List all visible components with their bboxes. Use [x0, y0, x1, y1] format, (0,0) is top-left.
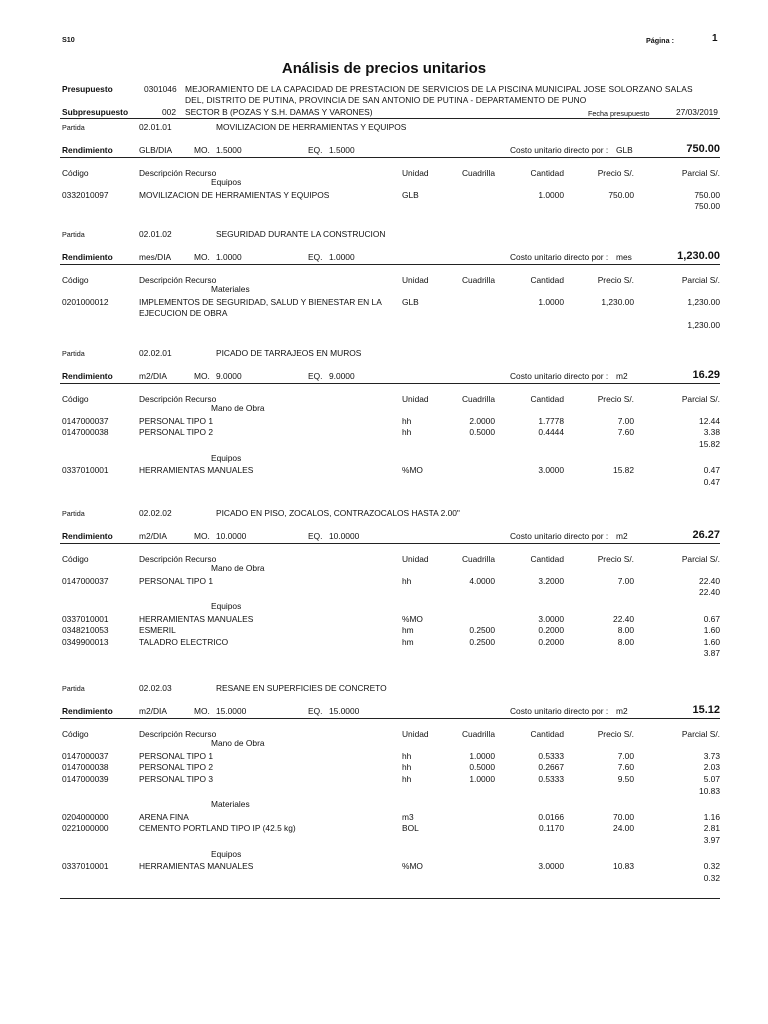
row-parcial: 2.81 — [703, 823, 720, 834]
row-description: HERRAMIENTAS MANUALES — [139, 613, 254, 624]
presupuesto-desc-line-2: DEL, DISTRITO DE PUTINA, PROVINCIA DE SAN ANTONIO DE PUTINA - DEPARTAMENTO DE PUNO — [185, 95, 587, 105]
costo-unit: m2 — [616, 530, 628, 541]
partida-total: 26.27 — [692, 528, 720, 541]
subpresupuesto-label: Subpresupuesto — [62, 107, 129, 117]
group-subtotal: 750.00 — [694, 201, 720, 212]
row-parcial: 0.67 — [703, 613, 720, 624]
partida-label: Partida — [62, 509, 85, 518]
group-subtotal: 22.40 — [699, 587, 720, 598]
row-description: PERSONAL TIPO 1 — [139, 415, 214, 426]
header-codigo: Código — [62, 274, 89, 285]
partida-name: RESANE EN SUPERFICIES DE CONCRETO — [216, 683, 387, 693]
row-precio: 15.82 — [613, 465, 634, 476]
group-subtotal: 0.32 — [703, 872, 720, 883]
header-unidad: Unidad — [402, 728, 429, 739]
row-parcial: 3.73 — [703, 750, 720, 761]
row-cuadrilla: 0.2500 — [469, 636, 495, 647]
row-unidad: %MO — [402, 613, 423, 624]
header-parcial: Parcial S/. — [681, 553, 720, 564]
row-description: ARENA FINA — [139, 811, 189, 822]
row-precio: 70.00 — [613, 811, 634, 822]
rendimiento-label: Rendimiento — [62, 705, 113, 716]
row-code: 0337010001 — [62, 613, 109, 624]
row-precio: 22.40 — [613, 613, 634, 624]
partida-total: 16.29 — [692, 368, 720, 381]
header-precio: Precio S/. — [597, 553, 634, 564]
row-parcial: 0.32 — [703, 861, 720, 872]
header-descripcion: Descripción Recurso — [139, 728, 217, 739]
row-parcial: 22.40 — [699, 575, 720, 586]
row-precio: 7.00 — [617, 750, 634, 761]
row-unidad: hh — [402, 415, 412, 426]
row-code: 0147000039 — [62, 773, 109, 784]
costo-label: Costo unitario directo por : — [510, 251, 609, 262]
group-label: Mano de Obra — [211, 563, 265, 574]
subpresupuesto-code: 002 — [162, 107, 176, 117]
partida-code: 02.02.03 — [139, 683, 172, 693]
row-cuadrilla: 1.0000 — [469, 750, 495, 761]
row-cantidad: 0.0166 — [538, 811, 564, 822]
row-description: HERRAMIENTAS MANUALES — [139, 861, 254, 872]
row-unidad: GLB — [402, 296, 419, 307]
eq-value: 10.0000 — [329, 530, 360, 541]
header-descripcion: Descripción Recurso — [139, 553, 217, 564]
row-code: 0147000038 — [62, 427, 109, 438]
row-precio: 750.00 — [608, 189, 634, 200]
header-cantidad: Cantidad — [530, 274, 564, 285]
eq-label: EQ. — [308, 705, 323, 716]
row-cantidad: 0.5333 — [538, 750, 564, 761]
row-unidad: BOL — [402, 823, 419, 834]
row-cuadrilla: 0.2500 — [469, 625, 495, 636]
header-cuadrilla: Cuadrilla — [461, 393, 495, 404]
row-unidad: hh — [402, 750, 412, 761]
row-unidad: hh — [402, 575, 412, 586]
row-description: PERSONAL TIPO 1 — [139, 575, 214, 586]
header-descripcion: Descripción Recurso — [139, 274, 217, 285]
partida-name: PICADO DE TARRAJEOS EN MUROS — [216, 348, 362, 358]
row-cuadrilla: 2.0000 — [469, 415, 495, 426]
group-label: Equipos — [211, 177, 242, 188]
header-descripcion: Descripción Recurso — [139, 167, 217, 178]
row-description: PERSONAL TIPO 3 — [139, 773, 214, 784]
header-codigo: Código — [62, 553, 89, 564]
row-code: 0337010001 — [62, 861, 109, 872]
header-precio: Precio S/. — [597, 167, 634, 178]
eq-value: 15.0000 — [329, 705, 360, 716]
presupuesto-desc-line-1: MEJORAMIENTO DE LA CAPACIDAD DE PRESTACION DE SERVICIOS DE LA PISCINA MUNICIPAL JOSE SOLORZANO SALAS — [185, 84, 693, 94]
costo-unit: GLB — [616, 144, 633, 155]
group-label: Equipos — [211, 600, 242, 611]
partida-code: 02.01.01 — [139, 122, 172, 132]
row-description: CEMENTO PORTLAND TIPO IP (42.5 kg) — [139, 823, 296, 834]
row-cantidad: 0.2000 — [538, 625, 564, 636]
rendimiento-label: Rendimiento — [62, 144, 113, 155]
rendimiento-value: m2/DIA — [139, 705, 167, 716]
group-label: Equipos — [211, 452, 242, 463]
row-cantidad: 1.0000 — [538, 296, 564, 307]
partida-label: Partida — [62, 349, 85, 358]
section-divider — [60, 264, 720, 265]
mo-label: MO. — [194, 251, 210, 262]
row-unidad: %MO — [402, 861, 423, 872]
costo-unit: m2 — [616, 705, 628, 716]
partida-label: Partida — [62, 684, 85, 693]
header-cantidad: Cantidad — [530, 393, 564, 404]
rendimiento-value: mes/DIA — [139, 251, 172, 262]
header-divider — [60, 118, 720, 119]
row-cantidad: 3.2000 — [538, 575, 564, 586]
row-cantidad: 0.5333 — [538, 773, 564, 784]
eq-value: 1.0000 — [329, 251, 355, 262]
row-precio: 7.00 — [617, 415, 634, 426]
eq-value: 1.5000 — [329, 144, 355, 155]
row-precio: 10.83 — [613, 861, 634, 872]
group-subtotal: 10.83 — [699, 785, 720, 796]
header-cuadrilla: Cuadrilla — [461, 274, 495, 285]
row-code: 0221000000 — [62, 823, 109, 834]
header-cuadrilla: Cuadrilla — [461, 553, 495, 564]
row-code: 0332010097 — [62, 189, 109, 200]
header-cantidad: Cantidad — [530, 167, 564, 178]
row-code: 0349900013 — [62, 636, 109, 647]
header-codigo: Código — [62, 167, 89, 178]
eq-value: 9.0000 — [329, 370, 355, 381]
row-unidad: hh — [402, 773, 412, 784]
page-number: 1 — [712, 33, 718, 44]
header-codigo: Código — [62, 393, 89, 404]
fecha-presupuesto: 27/03/2019 — [676, 107, 718, 117]
group-subtotal: 3.87 — [703, 648, 720, 659]
mo-label: MO. — [194, 530, 210, 541]
eq-label: EQ. — [308, 530, 323, 541]
group-subtotal: 15.82 — [699, 438, 720, 449]
row-code: 0337010001 — [62, 465, 109, 476]
row-description: PERSONAL TIPO 2 — [139, 427, 214, 438]
subpresupuesto-desc: SECTOR B (POZAS Y S.H. DAMAS Y VARONES) — [185, 107, 373, 117]
header-precio: Precio S/. — [597, 393, 634, 404]
row-code: 0204000000 — [62, 811, 109, 822]
partida-code: 02.02.02 — [139, 508, 172, 518]
group-subtotal: 1,230.00 — [687, 319, 720, 330]
header-cuadrilla: Cuadrilla — [461, 728, 495, 739]
header-parcial: Parcial S/. — [681, 728, 720, 739]
section-divider — [60, 898, 720, 899]
row-unidad: GLB — [402, 189, 419, 200]
presupuesto-label: Presupuesto — [62, 84, 113, 94]
header-parcial: Parcial S/. — [681, 274, 720, 285]
system-label: S10 — [62, 35, 75, 44]
group-label: Mano de Obra — [211, 738, 265, 749]
group-label: Equipos — [211, 848, 242, 859]
mo-value: 1.5000 — [216, 144, 242, 155]
row-cuadrilla: 0.5000 — [469, 762, 495, 773]
partida-name: SEGURIDAD DURANTE LA CONSTRUCION — [216, 229, 386, 239]
row-code: 0201000012 — [62, 296, 109, 307]
group-label: Materiales — [211, 284, 250, 295]
partida-total: 1,230.00 — [677, 249, 720, 262]
row-unidad: hm — [402, 625, 414, 636]
row-cuadrilla: 0.5000 — [469, 427, 495, 438]
row-unidad: hh — [402, 427, 412, 438]
row-unidad: m3 — [402, 811, 414, 822]
header-unidad: Unidad — [402, 553, 429, 564]
header-cantidad: Cantidad — [530, 553, 564, 564]
partida-code: 02.01.02 — [139, 229, 172, 239]
fecha-label: Fecha presupuesto — [588, 109, 650, 118]
group-subtotal: 0.47 — [703, 476, 720, 487]
mo-label: MO. — [194, 370, 210, 381]
rendimiento-value: GLB/DIA — [139, 144, 173, 155]
group-label: Materiales — [211, 799, 250, 810]
group-subtotal: 3.97 — [703, 834, 720, 845]
row-cantidad: 0.2667 — [538, 762, 564, 773]
row-description: EJECUCION DE OBRA — [139, 308, 228, 319]
row-cantidad: 3.0000 — [538, 465, 564, 476]
row-precio: 7.60 — [617, 762, 634, 773]
mo-value: 1.0000 — [216, 251, 242, 262]
header-unidad: Unidad — [402, 167, 429, 178]
row-parcial: 0.47 — [703, 465, 720, 476]
row-description: PERSONAL TIPO 1 — [139, 750, 214, 761]
row-parcial: 1.60 — [703, 636, 720, 647]
page-title: Análisis de precios unitarios — [281, 60, 487, 77]
row-precio: 8.00 — [617, 636, 634, 647]
partida-label: Partida — [62, 123, 85, 132]
eq-label: EQ. — [308, 251, 323, 262]
row-description: IMPLEMENTOS DE SEGURIDAD, SALUD Y BIENESTAR EN LA — [139, 296, 382, 307]
row-description: HERRAMIENTAS MANUALES — [139, 465, 254, 476]
row-cantidad: 1.7778 — [538, 415, 564, 426]
page-label: Página : — [646, 36, 674, 45]
partida-total: 15.12 — [692, 703, 720, 716]
row-unidad: hh — [402, 762, 412, 773]
row-precio: 7.60 — [617, 427, 634, 438]
presupuesto-code: 0301046 — [144, 84, 177, 94]
row-cantidad: 0.1170 — [539, 823, 564, 834]
rendimiento-label: Rendimiento — [62, 370, 113, 381]
row-cantidad: 3.0000 — [538, 613, 564, 624]
header-unidad: Unidad — [402, 274, 429, 285]
section-divider — [60, 157, 720, 158]
rendimiento-value: m2/DIA — [139, 530, 167, 541]
row-parcial: 3.38 — [703, 427, 720, 438]
row-parcial: 2.03 — [703, 762, 720, 773]
mo-value: 15.0000 — [216, 705, 247, 716]
mo-value: 10.0000 — [216, 530, 247, 541]
partida-name: PICADO EN PISO, ZOCALOS, CONTRAZOCALOS HASTA 2.00" — [216, 508, 460, 518]
row-parcial: 1.60 — [703, 625, 720, 636]
section-divider — [60, 383, 720, 384]
costo-label: Costo unitario directo por : — [510, 530, 609, 541]
costo-label: Costo unitario directo por : — [510, 370, 609, 381]
row-unidad: hm — [402, 636, 414, 647]
eq-label: EQ. — [308, 144, 323, 155]
row-code: 0147000037 — [62, 575, 109, 586]
row-description: ESMERIL — [139, 625, 176, 636]
partida-code: 02.02.01 — [139, 348, 172, 358]
costo-label: Costo unitario directo por : — [510, 144, 609, 155]
row-parcial: 5.07 — [703, 773, 720, 784]
row-parcial: 1.16 — [703, 811, 720, 822]
row-parcial: 1,230.00 — [687, 296, 720, 307]
row-code: 0348210053 — [62, 625, 109, 636]
header-parcial: Parcial S/. — [681, 393, 720, 404]
costo-unit: m2 — [616, 370, 628, 381]
header-precio: Precio S/. — [597, 274, 634, 285]
row-cantidad: 0.4444 — [538, 427, 564, 438]
row-cantidad: 1.0000 — [538, 189, 564, 200]
row-precio: 7.00 — [617, 575, 634, 586]
row-cantidad: 0.2000 — [538, 636, 564, 647]
rendimiento-value: m2/DIA — [139, 370, 167, 381]
row-parcial: 750.00 — [694, 189, 720, 200]
group-label: Mano de Obra — [211, 403, 265, 414]
section-divider — [60, 543, 720, 544]
mo-label: MO. — [194, 144, 210, 155]
header-descripcion: Descripción Recurso — [139, 393, 217, 404]
header-unidad: Unidad — [402, 393, 429, 404]
row-precio: 8.00 — [617, 625, 634, 636]
header-parcial: Parcial S/. — [681, 167, 720, 178]
row-cuadrilla: 4.0000 — [469, 575, 495, 586]
header-codigo: Código — [62, 728, 89, 739]
row-code: 0147000038 — [62, 762, 109, 773]
row-description: MOVILIZACION DE HERRAMIENTAS Y EQUIPOS — [139, 189, 330, 200]
partida-total: 750.00 — [686, 142, 720, 155]
rendimiento-label: Rendimiento — [62, 251, 113, 262]
row-precio: 24.00 — [613, 823, 634, 834]
mo-value: 9.0000 — [216, 370, 242, 381]
partida-label: Partida — [62, 230, 85, 239]
header-cuadrilla: Cuadrilla — [461, 167, 495, 178]
row-precio: 1,230.00 — [601, 296, 634, 307]
row-cantidad: 3.0000 — [538, 861, 564, 872]
header-precio: Precio S/. — [597, 728, 634, 739]
row-description: PERSONAL TIPO 2 — [139, 762, 214, 773]
partida-name: MOVILIZACION DE HERRAMIENTAS Y EQUIPOS — [216, 122, 407, 132]
row-description: TALADRO ELECTRICO — [139, 636, 229, 647]
row-code: 0147000037 — [62, 415, 109, 426]
header-cantidad: Cantidad — [530, 728, 564, 739]
section-divider — [60, 718, 720, 719]
mo-label: MO. — [194, 705, 210, 716]
costo-unit: mes — [616, 251, 632, 262]
costo-label: Costo unitario directo por : — [510, 705, 609, 716]
rendimiento-label: Rendimiento — [62, 530, 113, 541]
row-precio: 9.50 — [617, 773, 634, 784]
row-cuadrilla: 1.0000 — [469, 773, 495, 784]
eq-label: EQ. — [308, 370, 323, 381]
row-unidad: %MO — [402, 465, 423, 476]
row-parcial: 12.44 — [699, 415, 720, 426]
row-code: 0147000037 — [62, 750, 109, 761]
